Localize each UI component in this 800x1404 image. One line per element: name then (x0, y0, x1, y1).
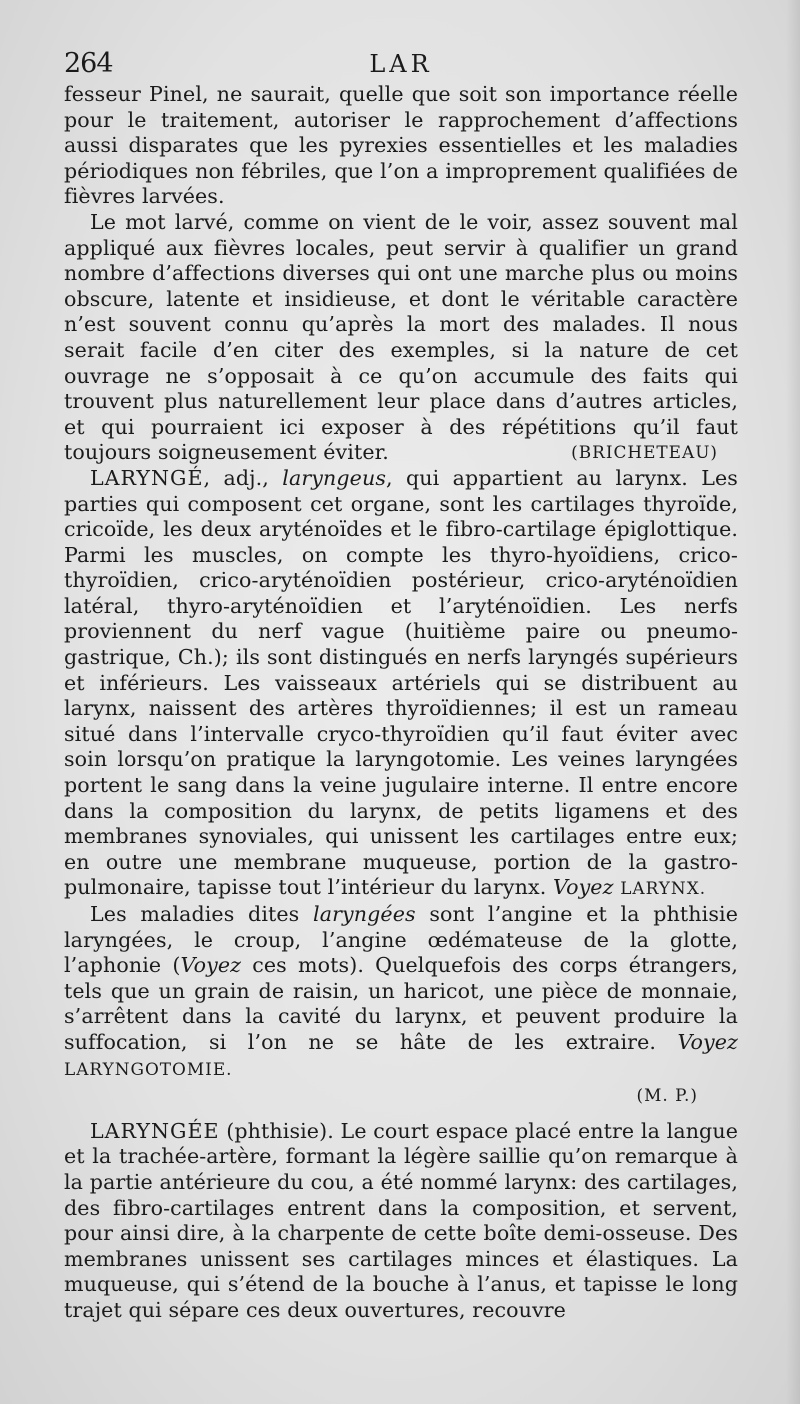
cross-reference: LARYNGOTOMIE. (64, 1058, 233, 1079)
page-edge-shadow (786, 0, 800, 1404)
entry-gap (64, 1109, 738, 1119)
latin-term: laryngeus (282, 465, 387, 490)
paragraph-text: ces mots). Quelquefois des corps étrangers, tels que un grain de raisin, un haricot, une pièce de monnaie, s’arrêtent dans la cavité du larynx, et peuvent produire la suffocation, si l’on ne se hâte de les extraire. (64, 953, 738, 1054)
italic-term: laryngées (313, 902, 416, 926)
entry-text: , adj., (203, 465, 283, 490)
voyez-reference: Voyez (180, 953, 242, 978)
cross-reference: LARYNX. (620, 878, 707, 899)
paragraph-maladies (64, 902, 738, 1082)
signature-line (64, 1082, 738, 1109)
paragraph-text: fesseur Pinel, ne saurait, quelle que soit son importance réelle pour le traitement, autoriser le rapprochement d’affections aussi disparates que les pyrexies essentielles et les maladies périodiques non fébriles, que l’on a improprement qualifiées de fièvres larvées. (64, 82, 738, 209)
paragraph-text: Le mot larvé, comme on vient de le voir, assez souvent mal appliqué aux fièvres locales, peut servir à qualifier un grand nombre d’affections diverses qui ont une marche plus ou moins obscure, latente et insidieuse, et dont le véritable caractère n’est souvent connu qu’après la mort des malades. Il nous serait facile d’en citer des exemples, si la nature de cet ouvrage ne s’opposait à ce qu’on accumule des faits qui trouvent plus naturellement leur place dans d’autres articles, et qui pourraient ici exposer à des répétitions qu’il faut toujours soigneusement éviter. (64, 209, 738, 465)
entry-headword: LARYNGÉ (90, 465, 204, 490)
paragraph-larve (64, 210, 738, 466)
entry-laryngee (64, 1119, 738, 1324)
voyez-reference: Voyez (552, 875, 614, 900)
body-text (64, 82, 738, 1324)
entry-headword: LARYNGÉE (90, 1118, 220, 1143)
paragraph-continuation (64, 82, 738, 210)
paragraph-text: sont l’angine et la phthisie laryngées, le croup, l’angine œdémateuse de la glotte, l’aphonie ( (64, 902, 738, 978)
page-header (64, 46, 738, 82)
running-head: LAR (369, 50, 433, 78)
entry-text: , qui appartient au larynx. Les parties qui composent cet organe, sont les cartilages thyroïde, cricoïde, les deux aryténoïdes et le fibro-cartilage épiglottique. Parmi les muscles, on compte les thyro-hyoïdiens, crico-thyroïdien, crico-aryténoïdien postérieur, crico-aryténoïdien latéral, thyro-aryténoïdien et l’aryténoïdien. Les nerfs proviennent du nerf vague (huitième paire ou pneumo-gastrique, Ch.); ils sont distingués en nerfs laryngés supérieurs et inférieurs. Les vaisseaux artériels qui se distribuent au larynx, naissent des artères thyroïdiennes; il est un rameau situé dans l’intervalle cryco-thyroïdien qu’il faut éviter avec soin lorsqu’on pratique la laryngotomie. Les veines laryngées portent le sang dans la veine jugulaire interne. Il entre encore dans la composition du larynx, de petits ligamens et des membranes synoviales, qui unissent les cartilages entre eux; en outre une membrane muqueuse, portion de la gastro-pulmonaire, tapisse tout l’intérieur du larynx. (64, 465, 738, 900)
paragraph-text: Les maladies dites (90, 902, 314, 926)
voyez-reference: Voyez (677, 1029, 738, 1054)
entry-larynge (64, 466, 738, 902)
entry-text: (phthisie). Le court espace placé entre la langue et la trachée-artère, formant la légère saillie qu’on remarque à la partie antérieure du cou, a été nommé larynx: des cartilages, des fibro-cartilages entrent dans la composition, et servent, pour ainsi dire, à la charpente de cette boîte demi-osseuse. Des membranes unissent ses cartilages minces et élastiques. La muqueuse, qui s’étend de la bouche à l’anus, et tapisse le long trajet qui sépare ces deux ouvertures, recouvre (64, 1118, 738, 1322)
author-signature: (M. P.) (636, 1085, 698, 1106)
page-number: 264 (64, 48, 113, 79)
author-signature: (BRICHETEAU) (571, 442, 718, 463)
